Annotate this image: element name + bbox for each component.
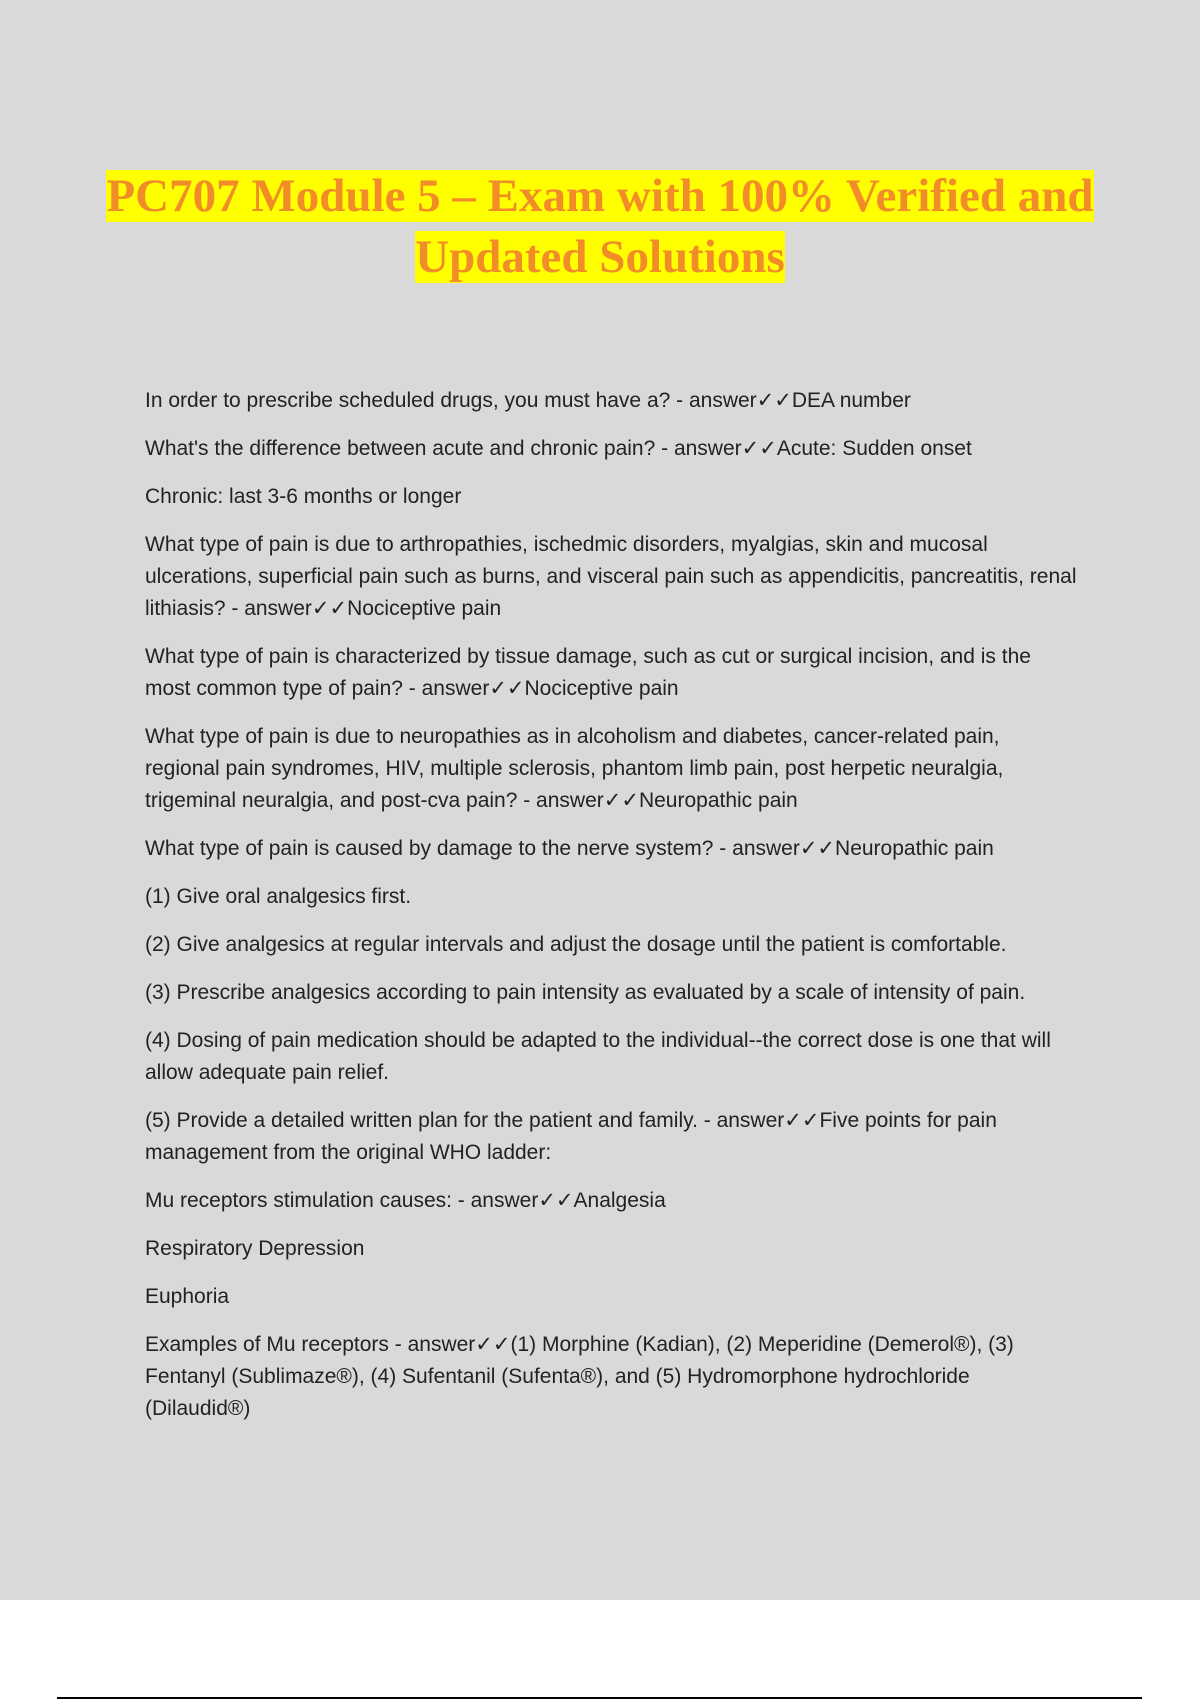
paragraph-who-point-5: (5) Provide a detailed written plan for the patient and family. - answer✓✓Five points for pain management from the original WHO ladder: xyxy=(145,1109,997,1164)
paragraph-acute-chronic: What's the difference between acute and chronic pain? - answer✓✓Acute: Sudden onset xyxy=(145,437,972,460)
document-body xyxy=(145,385,1080,1441)
paragraph-dea-number: In order to prescribe scheduled drugs, you must have a? - answer✓✓DEA number xyxy=(145,389,911,412)
paragraph-nociceptive-common: What type of pain is characterized by tissue damage, such as cut or surgical incision, and is the most common type of pain? - answer✓✓Nociceptive pain xyxy=(145,645,1031,700)
paragraph-who-point-2: (2) Give analgesics at regular intervals and adjust the dosage until the patient is comfortable. xyxy=(145,933,1007,956)
paragraph-euphoria: Euphoria xyxy=(145,1285,230,1308)
document-title xyxy=(100,166,1100,288)
footer-divider xyxy=(57,1697,1142,1699)
paragraph-who-point-3: (3) Prescribe analgesics according to pain intensity as evaluated by a scale of intensity of pain. xyxy=(145,981,1026,1004)
paragraph-who-point-1: (1) Give oral analgesics first. xyxy=(145,885,412,908)
paragraph-nociceptive-causes: What type of pain is due to arthropathies, ischedmic disorders, myalgias, skin and mucosal ulcerations, superficial pain such as burns, and visceral pain such as appendicitis, pancreatitis, renal lithiasis? - answer✓✓Nociceptive pain xyxy=(145,533,1077,620)
paragraph-who-point-4: (4) Dosing of pain medication should be adapted to the individual--the correct dose is one that will allow adequate pain relief. xyxy=(145,1029,1051,1084)
paragraph-neuropathic-nerve: What type of pain is caused by damage to the nerve system? - answer✓✓Neuropathic pain xyxy=(145,837,994,860)
paragraph-chronic-duration: Chronic: last 3-6 months or longer xyxy=(145,485,462,508)
paragraph-respiratory-depression: Respiratory Depression xyxy=(145,1237,365,1260)
title-highlight: PC707 Module 5 – Exam with 100% Verified and Updated Solutions xyxy=(106,170,1094,283)
paragraph-neuropathic-causes: What type of pain is due to neuropathies as in alcoholism and diabetes, cancer-related pain, regional pain syndromes, HIV, multiple sclerosis, phantom limb pain, post herpetic neuralgia, trigeminal neuralgia, and post-cva pain? - answer✓✓Neuropathic pain xyxy=(145,725,1004,812)
paragraph-mu-examples: Examples of Mu receptors - answer✓✓(1) Morphine (Kadian), (2) Meperidine (Demerol®), (3) Fentanyl (Sublimaze®), (4) Sufentanil (Sufenta®), and (5) Hydromorphone hydrochloride (Dilaudid®) xyxy=(145,1333,1014,1420)
paragraph-mu-stimulation: Mu receptors stimulation causes: - answer✓✓Analgesia xyxy=(145,1189,666,1212)
